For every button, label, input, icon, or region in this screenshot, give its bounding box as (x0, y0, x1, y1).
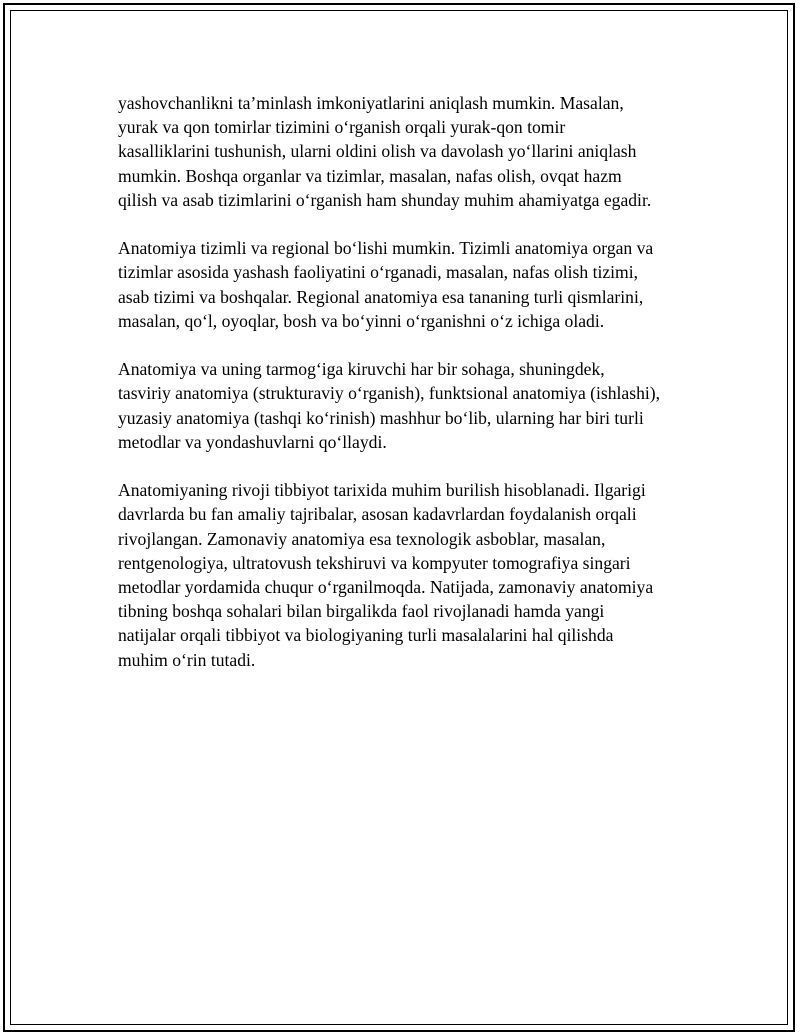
text-line: rivojlangan. Zamonaviy anatomiya esa texnologik asboblar, masalan, (118, 528, 606, 549)
paragraph-4 (118, 478, 698, 672)
text-line: davrlarda bu fan amaliy tajribalar, asosan kadavrlardan foydalanish orqali (118, 504, 637, 525)
text-line: yashovchanlikni ta’minlash imkoniyatlarini aniqlash mumkin. Masalan, (118, 93, 624, 113)
text-line: tibning boshqa sohalari bilan birgalikda faol rivojlanadi hamda yangi (118, 601, 605, 622)
paragraph-1 (118, 91, 698, 212)
text-line: Anatomiyaning rivoji tibbiyot tarixida muhim burilish hisoblanadi. Ilgarigi (118, 480, 646, 501)
paragraph-2 (118, 236, 698, 333)
text-line: kasalliklarini tushunish, ularni oldini olish va davolash yo‘llarini aniqlash (118, 141, 637, 162)
text-line: metodlar yordamida chuqur o‘rganilmoqda. Natijada, zamonaviy anatomiya (118, 577, 654, 598)
text-line: Anatomiya va uning tarmog‘iga kiruvchi har bir sohaga, shuningdek, (118, 359, 605, 380)
paragraph-3 (118, 357, 698, 454)
text-line: qilish va asab tizimlarini o‘rganish ham shunday muhim ahamiyatga egadir. (118, 189, 652, 210)
text-line: yuzasiy anatomiya (tashqi ko‘rinish) mashhur bo‘lib, ularning har biri turli (118, 407, 644, 428)
text-line: natijalar orqali tibbiyot va biologiyaning turli masalalarini hal qilishda (118, 625, 614, 646)
text-line: rentgenologiya, ultratovush tekshiruvi va kompyuter tomografiya singari (118, 552, 631, 573)
text-line: Anatomiya tizimli va regional bo‘lishi mumkin. Tizimli anatomiya organ va (118, 238, 654, 259)
text-line: muhim o‘rin tutadi. (118, 649, 256, 670)
text-line: metodlar va yondashuvlarni qo‘llaydi. (118, 431, 387, 452)
text-line: masalan, qo‘l, oyoqlar, bosh va bo‘yinni o‘rganishni o‘z ichiga oladi. (118, 310, 605, 331)
document-body (118, 91, 698, 696)
text-line: yurak va qon tomirlar tizimini o‘rganish orqali yurak-qon tomir (118, 117, 566, 138)
text-line: mumkin. Boshqa organlar va tizimlar, masalan, nafas olish, ovqat hazm (118, 165, 622, 186)
text-line: asab tizimi va boshqalar. Regional anatomiya esa tananing turli qismlarini, (118, 286, 644, 307)
text-line: tizimlar asosida yashash faoliyatini o‘rganadi, masalan, nafas olish tizimi, (118, 262, 639, 283)
text-line: tasviriy anatomiya (strukturaviy o‘rganish), funktsional anatomiya (ishlashi), (118, 383, 661, 404)
